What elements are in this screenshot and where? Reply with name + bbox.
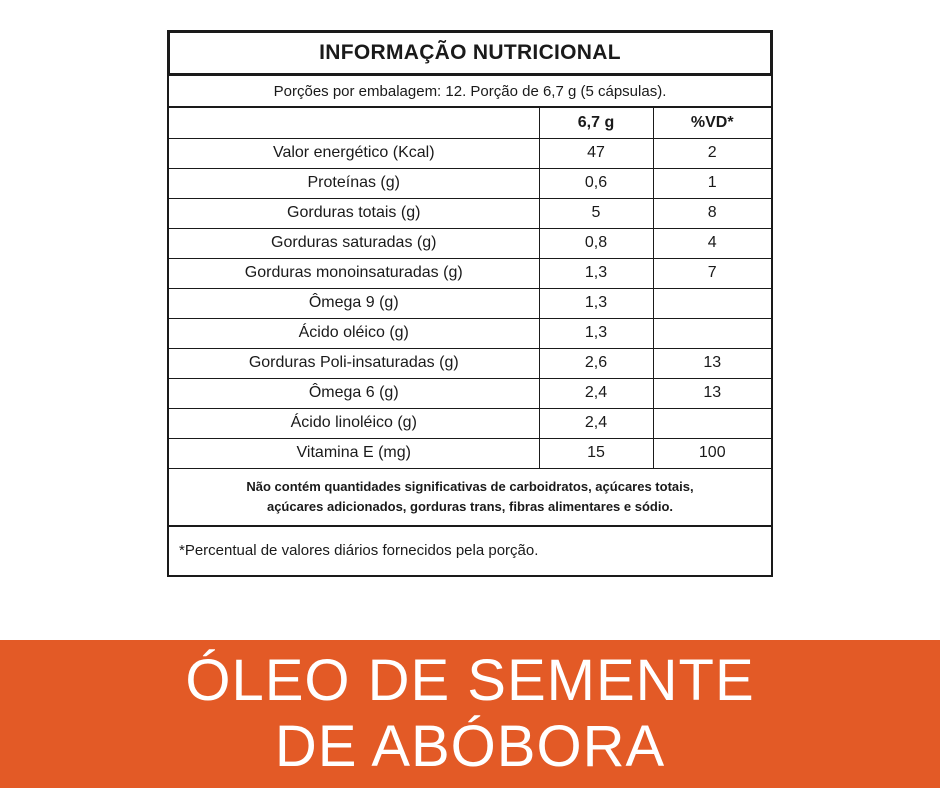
nutrient-name: Gorduras saturadas (g) xyxy=(169,228,539,258)
product-banner xyxy=(0,640,940,788)
nutrient-name: Gorduras Poli-insaturadas (g) xyxy=(169,348,539,378)
nutrient-amount: 1,3 xyxy=(539,288,653,318)
nutrient-amount: 1,3 xyxy=(539,318,653,348)
table-row xyxy=(169,438,771,468)
header-nutrient xyxy=(169,108,539,138)
header-portion-amount: 6,7 g xyxy=(539,108,653,138)
nutrient-name: Ômega 6 (g) xyxy=(169,378,539,408)
nutrient-name: Gorduras monoinsaturadas (g) xyxy=(169,258,539,288)
nutrient-name: Ácido linoléico (g) xyxy=(169,408,539,438)
nutrient-daily-value xyxy=(653,408,771,438)
header-daily-value: %VD* xyxy=(653,108,771,138)
portion-info: Porções por embalagem: 12. Porção de 6,7 g (5 cápsulas). xyxy=(169,76,771,108)
nutrient-amount: 47 xyxy=(539,138,653,168)
nutrient-daily-value: 100 xyxy=(653,438,771,468)
table-row xyxy=(169,228,771,258)
nutrient-name: Vitamina E (mg) xyxy=(169,438,539,468)
table-row xyxy=(169,288,771,318)
nutrient-daily-value: 7 xyxy=(653,258,771,288)
nutrient-name: Gorduras totais (g) xyxy=(169,198,539,228)
table-row xyxy=(169,168,771,198)
disclaimer-line-2: açúcares adicionados, gorduras trans, fibras alimentares e sódio. xyxy=(266,498,674,514)
table-row xyxy=(169,348,771,378)
nutrient-daily-value: 8 xyxy=(653,198,771,228)
nutrient-daily-value: 13 xyxy=(653,378,771,408)
table-row xyxy=(169,258,771,288)
table-row xyxy=(169,198,771,228)
nutrient-daily-value: 1 xyxy=(653,168,771,198)
nutrient-amount: 2,4 xyxy=(539,378,653,408)
nutrient-name: Valor energético (Kcal) xyxy=(169,138,539,168)
nutrient-daily-value xyxy=(653,318,771,348)
table-row xyxy=(169,138,771,168)
table-row xyxy=(169,318,771,348)
nutrient-amount: 0,8 xyxy=(539,228,653,258)
table-row xyxy=(169,408,771,438)
nutrient-amount: 2,4 xyxy=(539,408,653,438)
nutrient-daily-value: 4 xyxy=(653,228,771,258)
nutrient-amount: 15 xyxy=(539,438,653,468)
label-title: INFORMAÇÃO NUTRICIONAL xyxy=(167,30,773,76)
nutrient-amount: 1,3 xyxy=(539,258,653,288)
nutrition-label xyxy=(167,30,773,577)
disclaimer xyxy=(169,469,771,527)
nutrient-daily-value: 2 xyxy=(653,138,771,168)
footnote: *Percentual de valores diários fornecidos pela porção. xyxy=(179,542,539,559)
nutrient-daily-value xyxy=(653,288,771,318)
table-header-row xyxy=(169,108,771,138)
nutrition-table xyxy=(169,108,771,469)
product-name-line-1: ÓLEO DE SEMENTE xyxy=(185,648,755,713)
table-row xyxy=(169,378,771,408)
nutrient-amount: 2,6 xyxy=(539,348,653,378)
nutrient-name: Ácido oléico (g) xyxy=(169,318,539,348)
product-name-line-2: DE ABÓBORA xyxy=(274,714,666,779)
nutrient-name: Ômega 9 (g) xyxy=(169,288,539,318)
nutrient-amount: 5 xyxy=(539,198,653,228)
nutrient-amount: 0,6 xyxy=(539,168,653,198)
nutrient-name: Proteínas (g) xyxy=(169,168,539,198)
disclaimer-line-1: Não contém quantidades significativas de carboidratos, açúcares totais, xyxy=(246,478,694,494)
nutrient-daily-value: 13 xyxy=(653,348,771,378)
